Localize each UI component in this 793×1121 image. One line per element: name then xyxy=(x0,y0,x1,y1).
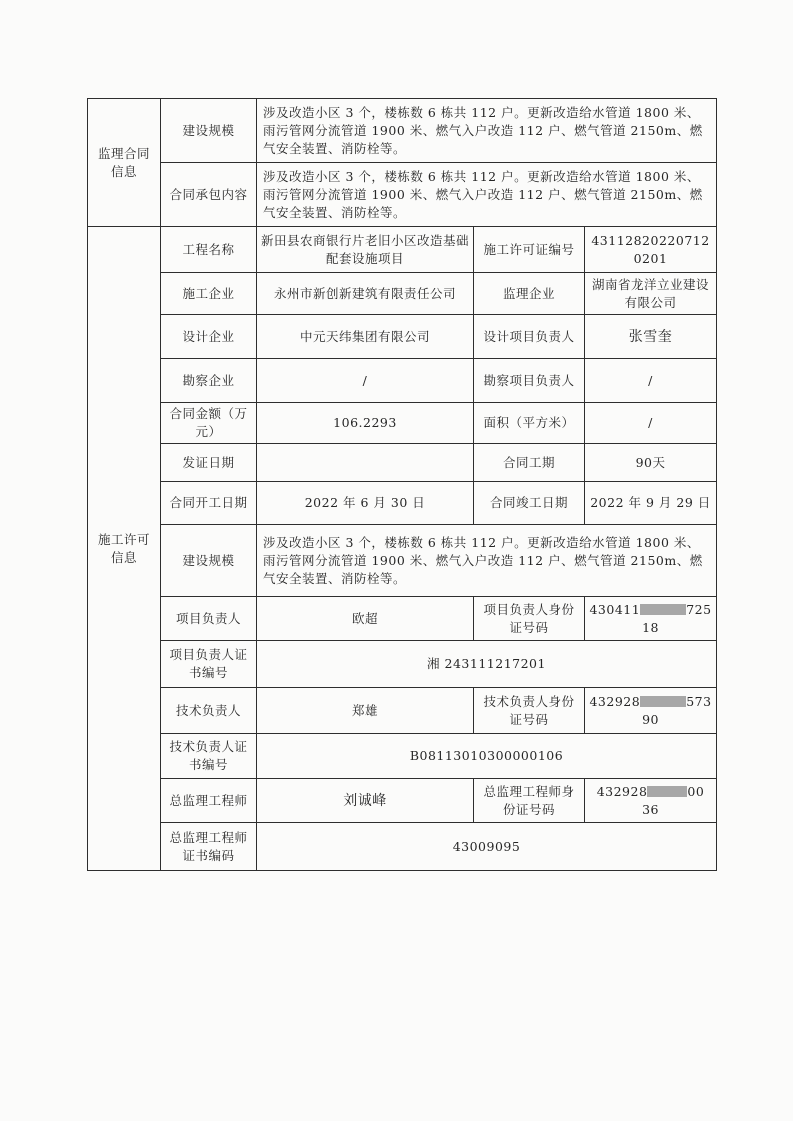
row-design xyxy=(88,315,717,359)
chief-id-tail: 36 xyxy=(642,801,659,817)
label-tech-cert: 技术负责人证书编号 xyxy=(161,734,257,779)
value-contractor: 永州市新创新建筑有限责任公司 xyxy=(257,273,474,315)
value-supervisor: 湖南省龙洋立业建设有限公司 xyxy=(585,273,717,315)
row-permit-scale xyxy=(88,525,717,597)
row-contractor xyxy=(88,273,717,315)
value-permit-no: 431128202207120201 xyxy=(585,227,717,273)
label-pm-cert: 项目负责人证书编号 xyxy=(161,641,257,688)
value-chief-id xyxy=(585,779,717,823)
value-start: 2022 年 6 月 30 日 xyxy=(257,482,474,525)
value-contract-content: 涉及改造小区 3 个，楼栋数 6 栋共 112 户。更新改造给水管道 1800 米、雨污管网分流管道 1900 米、燃气入户改造 112 户、燃气管道 2150m、燃气安全装置、消防栓等。 xyxy=(257,163,717,227)
label-end: 合同竣工日期 xyxy=(474,482,585,525)
label-tech: 技术负责人 xyxy=(161,688,257,734)
label-permit-scale: 建设规模 xyxy=(161,525,257,597)
label-design: 设计企业 xyxy=(161,315,257,359)
value-tech-id xyxy=(585,688,717,734)
label-issue-date: 发证日期 xyxy=(161,444,257,482)
label-survey: 勘察企业 xyxy=(161,359,257,403)
value-chief-cert: 43009095 xyxy=(257,823,717,871)
section-supervision: 监理合同信息 xyxy=(88,99,161,227)
chief-id-suffix: 00 xyxy=(687,783,705,799)
label-pm-id: 项目负责人身份证号码 xyxy=(474,597,585,641)
row-project-name xyxy=(88,227,717,273)
value-period: 90天 xyxy=(585,444,717,482)
row-chief-cert xyxy=(88,823,717,871)
info-table xyxy=(87,98,717,871)
label-pm: 项目负责人 xyxy=(161,597,257,641)
row-chief xyxy=(88,779,717,823)
label-start: 合同开工日期 xyxy=(161,482,257,525)
value-permit-scale: 涉及改造小区 3 个，楼栋数 6 栋共 112 户。更新改造给水管道 1800 米、雨污管网分流管道 1900 米、燃气入户改造 112 户、燃气管道 2150m、燃气安全装置、消防栓等。 xyxy=(257,525,717,597)
row-tech xyxy=(88,688,717,734)
value-tech-cert: B08113010300000106 xyxy=(257,734,717,779)
value-survey: / xyxy=(257,359,474,403)
label-contractor: 施工企业 xyxy=(161,273,257,315)
row-supervision-scale xyxy=(88,99,717,163)
row-supervision-content xyxy=(88,163,717,227)
pm-id-suffix: 725 xyxy=(686,601,712,617)
label-chief-cert: 总监理工程师证书编码 xyxy=(161,823,257,871)
label-design-lead: 设计项目负责人 xyxy=(474,315,585,359)
label-supervision-scale: 建设规模 xyxy=(161,99,257,163)
label-chief: 总监理工程师 xyxy=(161,779,257,823)
redaction-mask xyxy=(647,786,687,797)
label-permit-no: 施工许可证编号 xyxy=(474,227,585,273)
label-period: 合同工期 xyxy=(474,444,585,482)
label-survey-lead: 勘察项目负责人 xyxy=(474,359,585,403)
tech-id-suffix: 573 xyxy=(686,693,712,709)
row-start-end xyxy=(88,482,717,525)
label-contract-content: 合同承包内容 xyxy=(161,163,257,227)
value-design-lead: 张雪奎 xyxy=(585,315,717,359)
value-supervision-scale: 涉及改造小区 3 个，楼栋数 6 栋共 112 户。更新改造给水管道 1800 米、雨污管网分流管道 1900 米、燃气入户改造 112 户、燃气管道 2150m、燃气安全装置、消防栓等。 xyxy=(257,99,717,163)
section-permit: 施工许可信息 xyxy=(88,227,161,871)
pm-id-tail: 18 xyxy=(642,619,659,635)
value-project-name: 新田县农商银行片老旧小区改造基础配套设施项目 xyxy=(257,227,474,273)
label-chief-id: 总监理工程师身份证号码 xyxy=(474,779,585,823)
pm-id-prefix: 430411 xyxy=(589,601,641,617)
row-amount xyxy=(88,403,717,444)
tech-id-prefix: 432928 xyxy=(589,693,641,709)
row-pm-cert xyxy=(88,641,717,688)
label-project-name: 工程名称 xyxy=(161,227,257,273)
value-issue-date xyxy=(257,444,474,482)
value-area: / xyxy=(585,403,717,444)
label-tech-id: 技术负责人身份证号码 xyxy=(474,688,585,734)
chief-id-prefix: 432928 xyxy=(596,783,648,799)
value-pm-cert: 湘 243111217201 xyxy=(257,641,717,688)
redaction-mask xyxy=(640,604,686,615)
row-tech-cert xyxy=(88,734,717,779)
tech-id-tail: 90 xyxy=(642,711,659,727)
value-pm: 欧超 xyxy=(257,597,474,641)
value-design: 中元天纬集团有限公司 xyxy=(257,315,474,359)
label-area: 面积（平方米） xyxy=(474,403,585,444)
value-pm-id xyxy=(585,597,717,641)
row-issue-date xyxy=(88,444,717,482)
value-amount: 106.2293 xyxy=(257,403,474,444)
label-supervisor: 监理企业 xyxy=(474,273,585,315)
value-chief: 刘诚峰 xyxy=(257,779,474,823)
value-tech: 郑雄 xyxy=(257,688,474,734)
row-survey xyxy=(88,359,717,403)
label-amount: 合同金额（万元） xyxy=(161,403,257,444)
value-end: 2022 年 9 月 29 日 xyxy=(585,482,717,525)
redaction-mask xyxy=(640,696,686,707)
row-pm xyxy=(88,597,717,641)
value-survey-lead: / xyxy=(585,359,717,403)
